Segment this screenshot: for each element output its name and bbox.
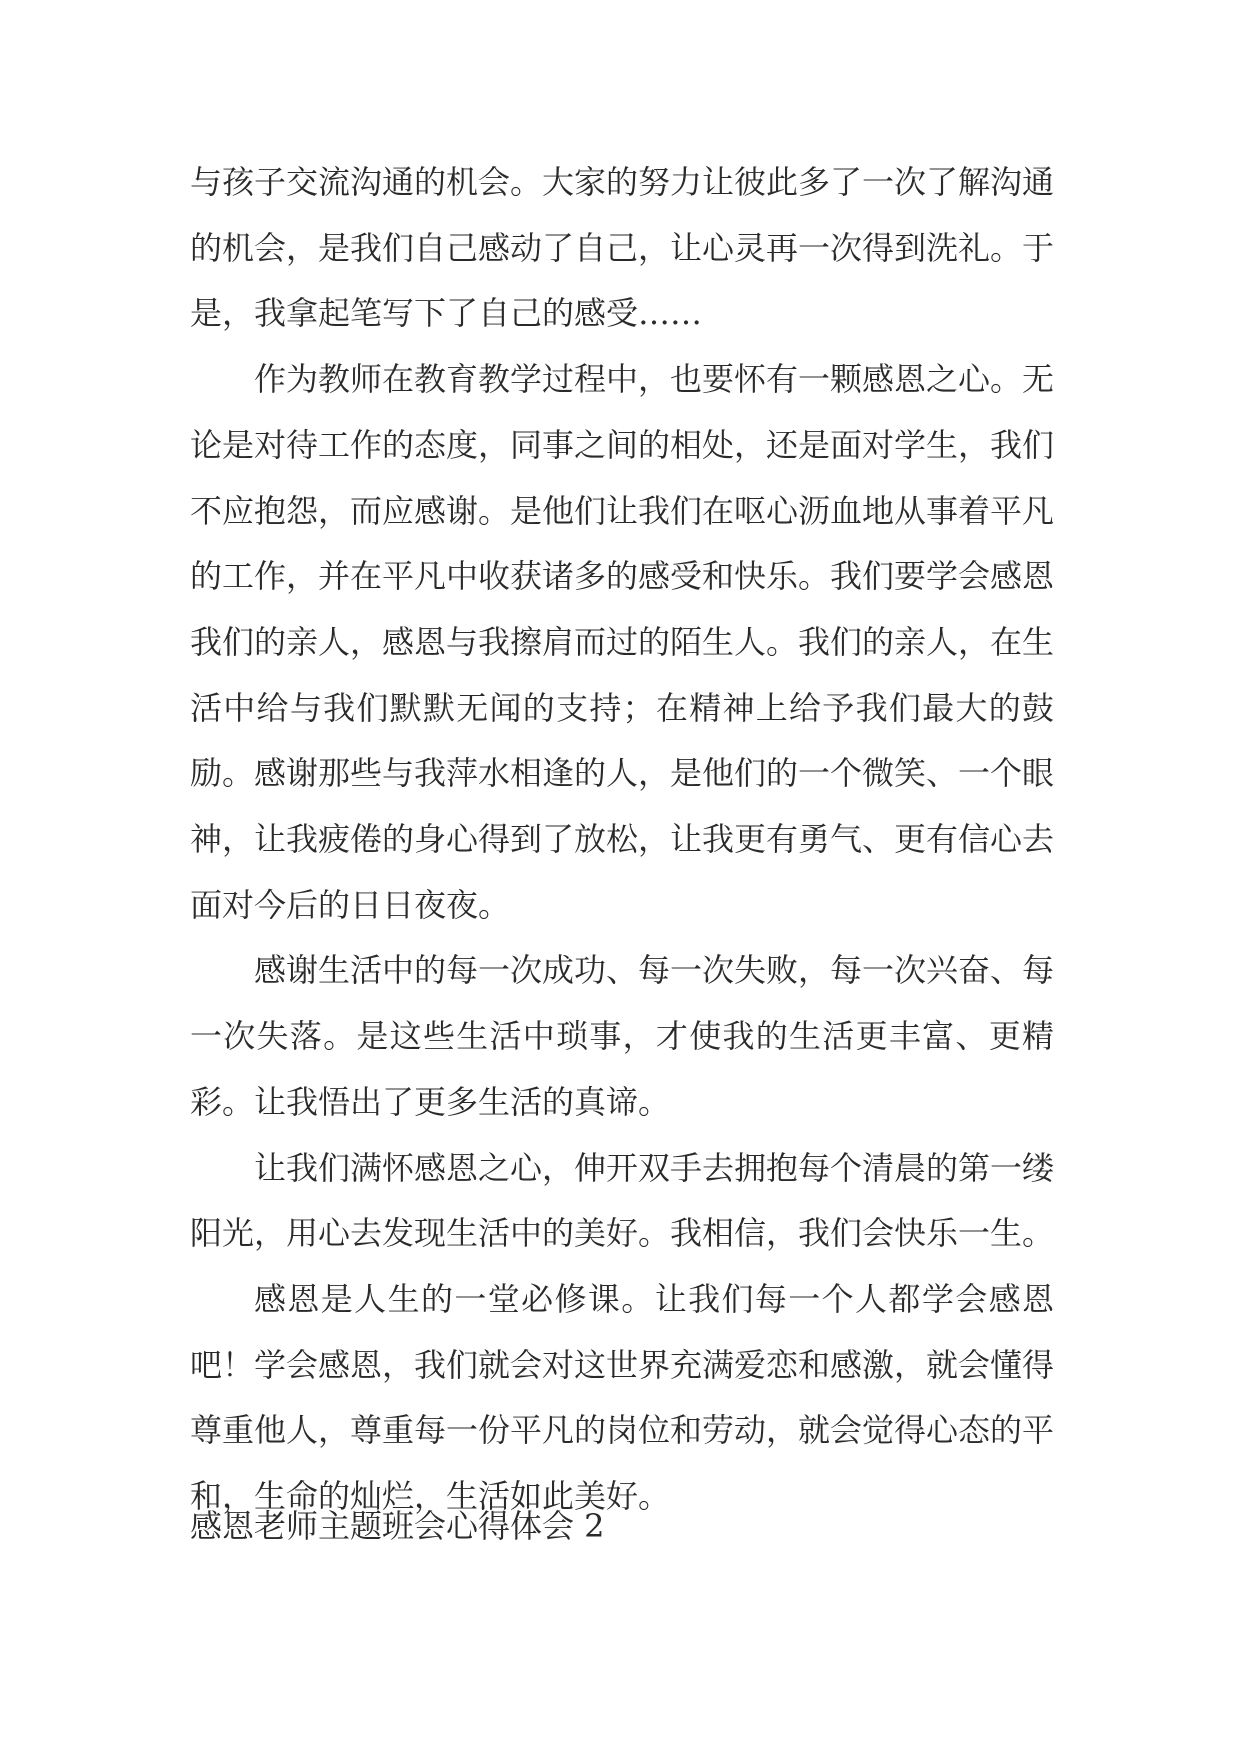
paragraph-2: 作为教师在教育教学过程中，也要怀有一颗感恩之心。无论是对待工作的态度，同事之间的相处，还是面对学生，我们不应抱怨，而应感谢。是他们让我们在呕心沥血地从事着平凡的工作，并在平凡中收获诸多的感受和快乐。我们要学会感恩我们的亲人，感恩与我擦肩而过的陌生人。我们的亲人，在生活中给与我们默默无闻的支持；在精神上给予我们最大的鼓励。感谢那些与我萍水相逢的人，是他们的一个微笑、一个眼神，让我疲倦的身心得到了放松，让我更有勇气、更有信心去面对今后的日日夜夜。 (190, 360, 1055, 924)
body-text (190, 150, 1054, 1530)
paragraph-5: 感恩是人生的一堂必修课。让我们每一个人都学会感恩吧！学会感恩，我们就会对这世界充满爱恋和感激，就会懂得尊重他人，尊重每一份平凡的岗位和劳动，就会觉得心态的平和，生命的灿烂，生活如此美好。 (190, 1279, 1055, 1516)
paragraph-4: 让我们满怀感恩之心，伸开双手去拥抱每个清晨的第一缕阳光，用心去发现生活中的美好。我相信，我们会快乐一生。 (190, 1148, 1055, 1253)
paragraph-3: 感谢生活中的每一次成功、每一次失败，每一次兴奋、每一次失落。是这些生活中琐事，才使我的生活更丰富、更精彩。让我悟出了更多生活的真谛。 (190, 951, 1055, 1121)
paragraph-1: 与孩子交流沟通的机会。大家的努力让彼此多了一次了解沟通的机会，是我们自己感动了自己，让心灵再一次得到洗礼。于是，我拿起笔写下了自己的感受…… (190, 163, 1055, 333)
section-heading: 感恩老师主题班会心得体会 2 (190, 1507, 605, 1545)
